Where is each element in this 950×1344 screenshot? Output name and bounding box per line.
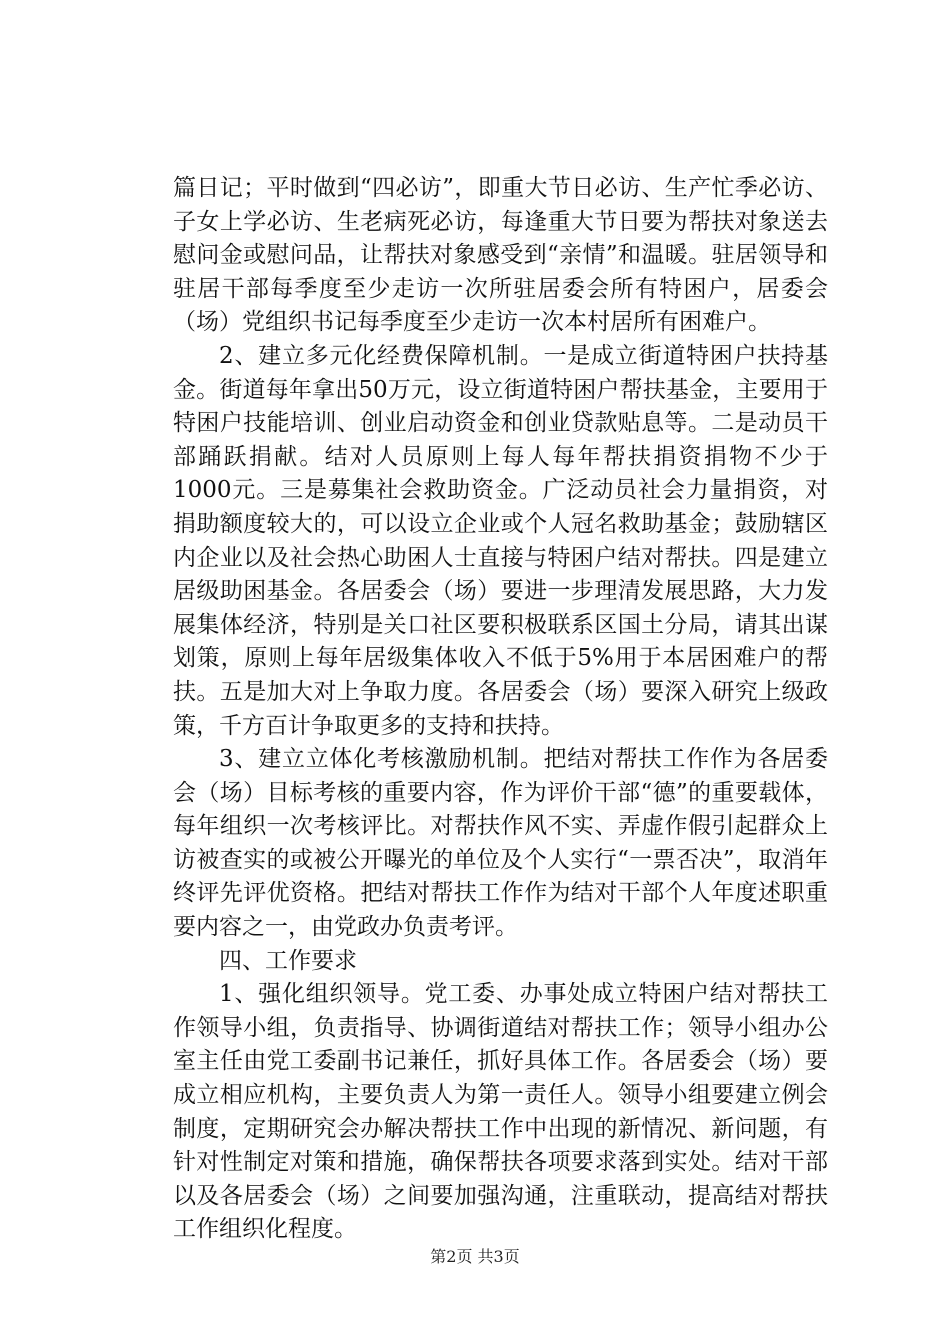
- paragraph-funding-mechanism: 2、建立多元化经费保障机制。一是成立街道特困户扶持基金。街道每年拿出50万元，设立街道特困户帮扶基金，主要用于特困户技能培训、创业启动资金和创业贷款贴息等。二是动员干部踊跃捐献。结对人员原则上每人每年帮扶捐资捐物不少于1000元。三是募集社会救助资金。广泛动员社会力量捐资，对捐助额度较大的，可以设立企业或个人冠名救助基金；鼓励辖区内企业以及社会热心助困人士直接与特困户结对帮扶。四是建立居级助困基金。各居委会（场）要进一步理清发展思路，大力发展集体经济，特别是关口社区要积极联系区国土分局，请其出谋划策，原则上每年居级集体收入不低于5%用于本居困难户的帮扶。五是加大对上争取力度。各居委会（场）要深入研究上级政策，千方百计争取更多的支持和扶持。: [173, 342, 828, 739]
- paragraph-organization-leadership: 1、强化组织领导。党工委、办事处成立特困户结对帮扶工作领导小组，负责指导、协调街道结对帮扶工作；领导小组办公室主任由党工委副书记兼任，抓好具体工作。各居委会（场）要成立相应机构，主要负责人为第一责任人。领导小组要建立例会制度，定期研究会办解决帮扶工作中出现的新情况、新问题，有针对性制定对策和措施，确保帮扶各项要求落到实处。结对干部以及各居委会（场）之间要加强沟通，注重联动，提高结对帮扶工作组织化程度。: [173, 981, 828, 1243]
- document-body: [173, 172, 828, 1247]
- paragraph-assessment-mechanism: 3、建立立体化考核激励机制。把结对帮扶工作作为各居委会（场）目标考核的重要内容，作为评价干部“德”的重要载体，每年组织一次考核评比。对帮扶作风不实、弄虚作假引起群众上访被查实的或被公开曝光的单位及个人实行“一票否决”，取消年终评先评优资格。把结对帮扶工作作为结对干部个人年度述职重要内容之一，由党政办负责考评。: [173, 746, 828, 941]
- section-heading-work-requirements: 四、工作要求: [219, 947, 357, 974]
- page-footer: 第2页 共3页: [430, 1247, 520, 1266]
- paragraph-continuation: 篇日记；平时做到“四必访”，即重大节日必访、生产忙季必访、子女上学必访、生老病死必访，每逢重大节日要为帮扶对象送去慰问金或慰问品，让帮扶对象感受到“亲情”和温暖。驻居领导和驻居干部每季度至少走访一次所驻居委会所有特困户，居委会（场）党组织书记每季度至少走访一次本村居所有困难户。: [173, 175, 828, 336]
